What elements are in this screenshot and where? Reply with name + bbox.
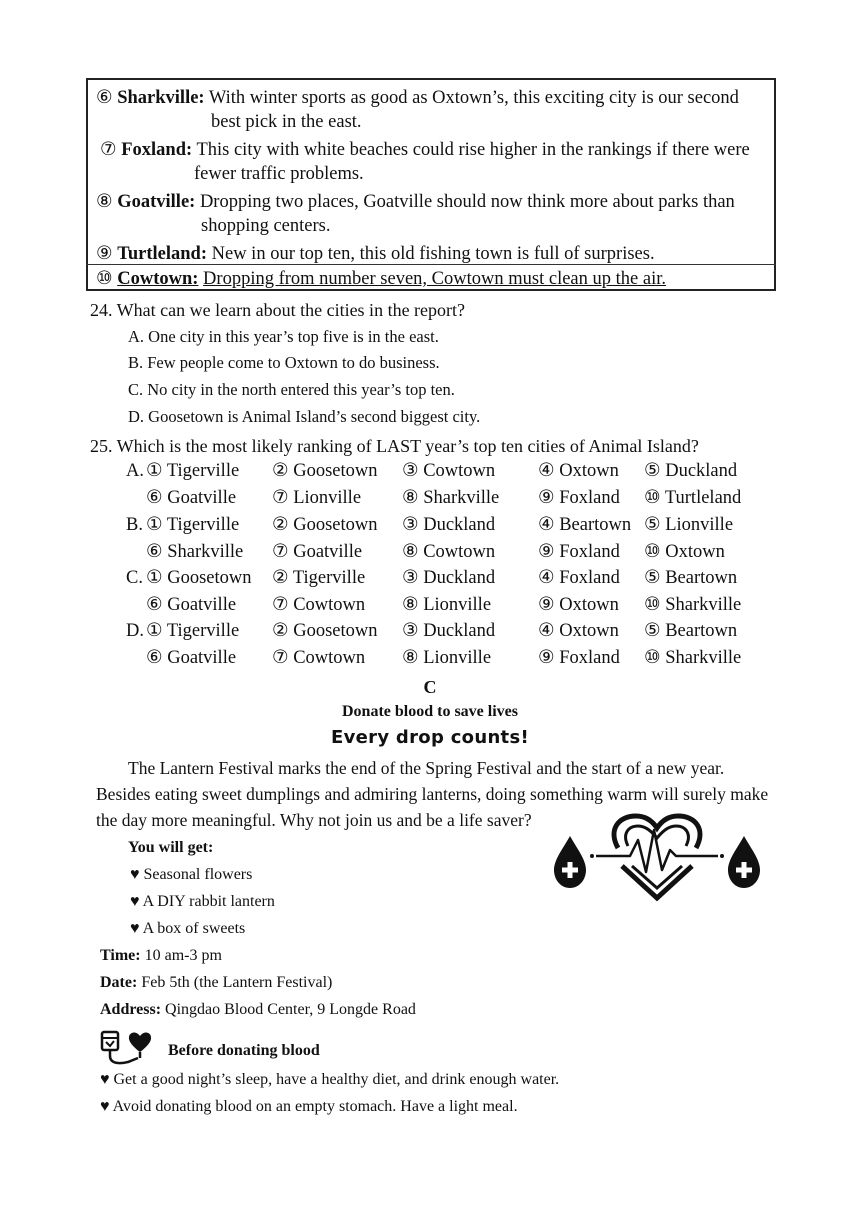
- q25-rank-cell: ⑤ Beartown: [644, 621, 738, 641]
- rank-city: Sharkville:: [117, 88, 205, 108]
- q25-rank-cell: ⑥ Goatville: [146, 595, 237, 615]
- address-label: Address:: [100, 1001, 162, 1018]
- before-heading: Before donating blood: [168, 1042, 320, 1059]
- q25-rank-cell: ⑦ Cowtown: [272, 648, 366, 668]
- rank-number: ⑦: [100, 140, 117, 160]
- q25-rank-cell: ① Goosetown: [146, 568, 252, 588]
- address-row: [100, 999, 416, 1021]
- blood-bag-icon: [98, 1028, 160, 1068]
- q25-rank-cell: ⑧ Cowtown: [402, 542, 496, 562]
- q25-rank-cell: ⑦ Goatville: [272, 542, 363, 562]
- q25-rank-cell: ⑤ Duckland: [644, 461, 738, 481]
- get-item: ♥ Seasonal flowers: [130, 866, 253, 883]
- q24-option-d: D. Goosetown is Animal Island’s second biggest city.: [128, 407, 481, 426]
- q25-option-letter: B.: [126, 515, 143, 535]
- rank-city: Turtleland:: [117, 244, 207, 264]
- q25-option-letter: C.: [126, 568, 143, 588]
- q25-rank-cell: ⑨ Foxland: [538, 488, 620, 508]
- q25-rank-cell: ① Tigerville: [146, 621, 240, 641]
- rank-item-8: [96, 190, 735, 214]
- q25-rank-cell: ① Tigerville: [146, 515, 240, 535]
- date-value: Feb 5th (the Lantern Festival): [141, 974, 333, 991]
- q24-option-a: A. One city in this year’s top five is in the east.: [128, 327, 439, 346]
- q25-rank-cell: ⑥ Sharkville: [146, 542, 244, 562]
- q25-rank-cell: ② Tigerville: [272, 568, 366, 588]
- rank-item-9: [96, 242, 655, 266]
- q25-rank-cell: ② Goosetown: [272, 621, 378, 641]
- q25-rank-cell: ⑨ Oxtown: [538, 595, 619, 615]
- q25-rank-cell: ⑩ Turtleland: [644, 488, 742, 508]
- date-row: [100, 972, 332, 994]
- q25-rank-cell: ④ Beartown: [538, 515, 632, 535]
- q25-rank-cell: ⑩ Sharkville: [644, 595, 742, 615]
- rank-number: ⑥: [96, 88, 113, 108]
- time-value: 10 am-3 pm: [144, 947, 222, 964]
- q25-rank-cell: ③ Duckland: [402, 621, 496, 641]
- before-item: ♥ Avoid donating blood on an empty stomach. Have a light meal.: [100, 1098, 518, 1115]
- q25-rank-cell: ⑩ Sharkville: [644, 648, 742, 668]
- question-24: 24. What can we learn about the cities in the report?: [90, 300, 466, 320]
- q25-rank-cell: ④ Oxtown: [538, 621, 619, 641]
- q25-rank-cell: ⑨ Foxland: [538, 542, 620, 562]
- q25-rank-cell: ③ Duckland: [402, 515, 496, 535]
- rank-number: ⑩: [96, 269, 113, 289]
- q25-rank-cell: ⑧ Lionville: [402, 595, 492, 615]
- q25-rank-cell: ⑧ Sharkville: [402, 488, 500, 508]
- rank-item-8-cont: shopping centers.: [201, 216, 331, 236]
- q25-rank-cell: ③ Duckland: [402, 568, 496, 588]
- q25-rank-cell: ⑨ Foxland: [538, 648, 620, 668]
- q25-rank-cell: ⑤ Beartown: [644, 568, 738, 588]
- intro-line-3: the day more meaningful. Why not join us and be a life saver?: [96, 810, 532, 830]
- rank-text: With winter sports as good as Oxtown’s, this exciting city is our second: [208, 88, 739, 108]
- q25-rank-cell: ⑧ Lionville: [402, 648, 492, 668]
- q25-rank-cell: ③ Cowtown: [402, 461, 496, 481]
- section-headline: Every drop counts!: [331, 727, 529, 748]
- time-label: Time:: [100, 947, 141, 964]
- q25-rank-cell: ⑩ Oxtown: [644, 542, 725, 562]
- get-item: ♥ A DIY rabbit lantern: [130, 893, 275, 910]
- address-value: Qingdao Blood Center, 9 Longde Road: [165, 1001, 416, 1018]
- q25-rank-cell: ⑦ Cowtown: [272, 595, 366, 615]
- rank-text: Dropping from number seven, Cowtown must clean up the air.: [203, 269, 666, 289]
- intro-line-2: Besides eating sweet dumplings and admiring lanterns, doing something warm will surely make: [96, 784, 769, 804]
- q25-rank-cell: ⑦ Lionville: [272, 488, 362, 508]
- before-item: ♥ Get a good night’s sleep, have a healthy diet, and drink enough water.: [100, 1071, 560, 1088]
- q25-rank-cell: ⑤ Lionville: [644, 515, 734, 535]
- rank-item-6: [96, 86, 739, 110]
- q25-rank-cell: ④ Foxland: [538, 568, 620, 588]
- intro-line-1: The Lantern Festival marks the end of the Spring Festival and the start of a new year.: [128, 758, 725, 778]
- q25-rank-cell: ② Goosetown: [272, 461, 378, 481]
- question-25: 25. Which is the most likely ranking of LAST year’s top ten cities of Animal Island?: [90, 436, 699, 456]
- get-heading: You will get:: [128, 839, 214, 856]
- rank-city: Foxland:: [121, 140, 193, 160]
- q25-rank-cell: ⑥ Goatville: [146, 648, 237, 668]
- rank-item-10: [96, 267, 666, 291]
- section-subtitle: Donate blood to save lives: [342, 703, 518, 720]
- rank-item-6-cont: best pick in the east.: [211, 112, 362, 132]
- q25-rank-cell: ① Tigerville: [146, 461, 240, 481]
- rank-text: New in our top ten, this old fishing town is full of surprises.: [211, 244, 655, 264]
- heartbeat-blood-icon: [552, 810, 772, 906]
- rank-city: Goatville:: [117, 192, 196, 212]
- rank-number: ⑧: [96, 192, 113, 212]
- q25-rank-cell: ④ Oxtown: [538, 461, 619, 481]
- rank-city: Cowtown:: [117, 269, 199, 289]
- rank-text: Dropping two places, Goatville should now think more about parks than: [199, 192, 735, 212]
- q25-option-letter: D.: [126, 621, 144, 641]
- get-item: ♥ A box of sweets: [130, 920, 246, 937]
- rank-item-7-cont: fewer traffic problems.: [194, 164, 364, 184]
- q25-option-letter: A.: [126, 461, 144, 481]
- rank-text: This city with white beaches could rise higher in the rankings if there were: [196, 140, 750, 160]
- q24-option-c: C. No city in the north entered this year’s top ten.: [128, 380, 455, 399]
- rank-item-7: [100, 138, 750, 162]
- time-row: [100, 945, 222, 967]
- section-letter: C: [423, 677, 437, 697]
- rank-number: ⑨: [96, 244, 113, 264]
- q24-option-b: B. Few people come to Oxtown to do business.: [128, 353, 440, 372]
- date-label: Date:: [100, 974, 138, 991]
- q25-rank-cell: ⑥ Goatville: [146, 488, 237, 508]
- q25-rank-cell: ② Goosetown: [272, 515, 378, 535]
